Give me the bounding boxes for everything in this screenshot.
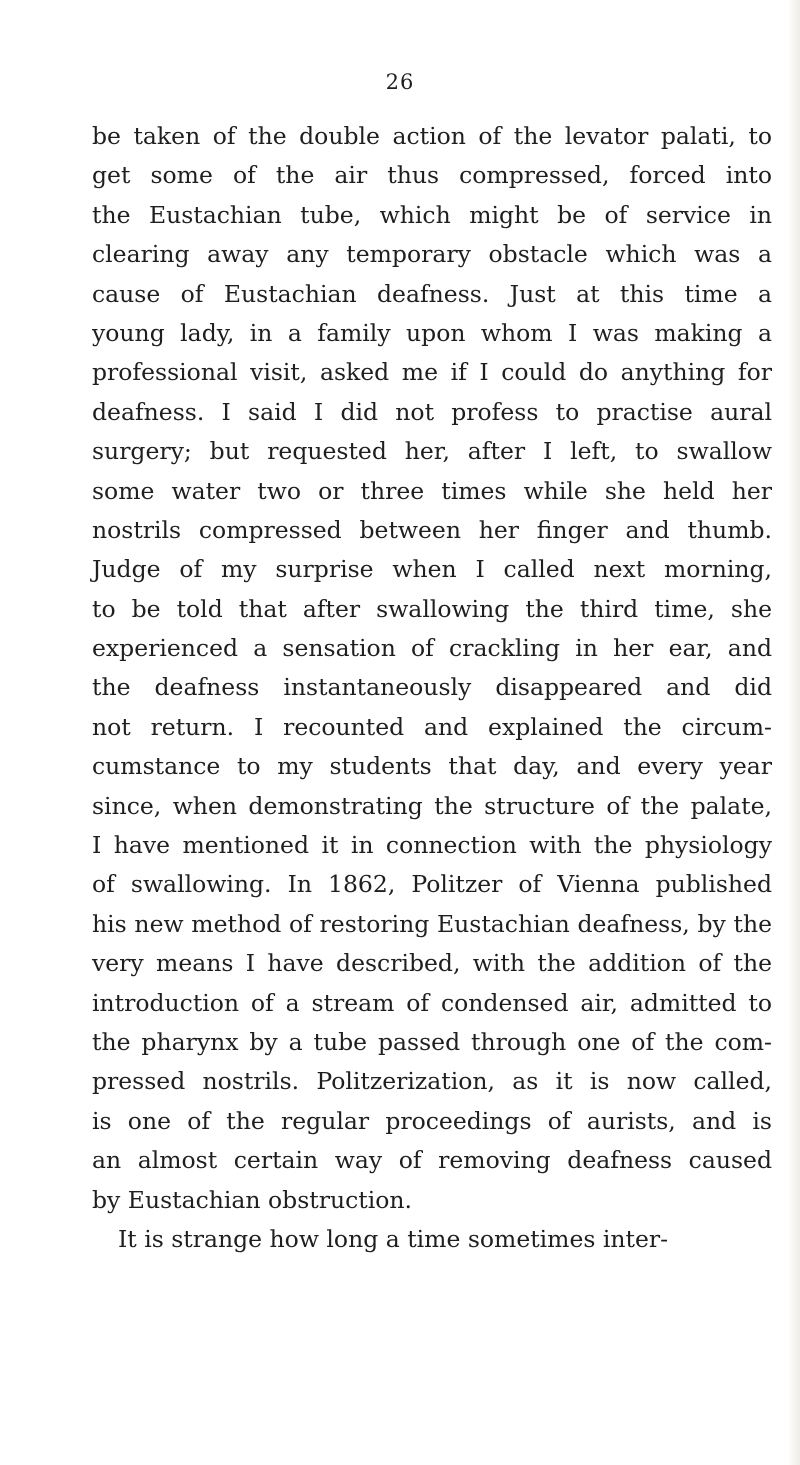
text-line: be taken of the double action of the levator palati, to bbox=[92, 122, 772, 150]
text-line: experienced a sensation of crackling in her ear, and bbox=[92, 634, 772, 663]
text-line: It is strange how long a time sometimes inter- bbox=[118, 1224, 669, 1253]
page-edge-shadow bbox=[788, 0, 800, 1465]
text-line: professional visit, asked me if I could do anything for bbox=[92, 358, 772, 387]
text-line: cause of Eustachian deafness. Just at this time a bbox=[92, 279, 772, 308]
text-line: the Eustachian tube, which might be of service in bbox=[92, 200, 772, 229]
text-line: his new method of restoring Eustachian deafness, by the bbox=[92, 909, 772, 938]
text-line: surgery; but requested her, after I left, to swallow bbox=[92, 437, 772, 466]
text-line: of swallowing. In 1862, Politzer of Vienna published bbox=[92, 870, 772, 899]
page-number: 26 bbox=[385, 70, 415, 94]
text-line: clearing away any temporary obstacle which was a bbox=[92, 240, 772, 269]
text-line: is one of the regular proceedings of aurists, and is bbox=[92, 1106, 772, 1135]
text-line: young lady, in a family upon whom I was making a bbox=[92, 318, 772, 347]
text-line: by Eustachian obstruction. bbox=[92, 1185, 412, 1214]
text-line: introduction of a stream of condensed air, admitted to bbox=[92, 988, 772, 1017]
text-line: pressed nostrils. Politzerization, as it is now called, bbox=[92, 1067, 772, 1096]
text-line: to be told that after swallowing the third time, she bbox=[92, 594, 772, 623]
text-line: nostrils compressed between her finger and thumb. bbox=[92, 515, 772, 544]
text-line: cumstance to my students that day, and every year bbox=[92, 752, 772, 781]
text-line: very means I have described, with the addition of the bbox=[92, 949, 772, 978]
text-line: I have mentioned it in connection with the physiology bbox=[92, 831, 772, 860]
text-line: deafness. I said I did not profess to practise aural bbox=[92, 397, 772, 426]
text-line: not return. I recounted and explained the circum- bbox=[92, 712, 772, 741]
text-line: get some of the air thus compressed, forced into bbox=[92, 161, 772, 190]
text-line: the pharynx by a tube passed through one of the com- bbox=[92, 1027, 772, 1056]
text-line: the deafness instantaneously disappeared and did bbox=[92, 673, 772, 702]
body-text bbox=[92, 117, 772, 1259]
text-line: since, when demonstrating the structure of the palate, bbox=[92, 791, 772, 820]
text-line: Judge of my surprise when I called next morning, bbox=[92, 555, 772, 584]
text-line: some water two or three times while she held her bbox=[92, 476, 772, 505]
text-line: an almost certain way of removing deafness caused bbox=[92, 1146, 772, 1175]
